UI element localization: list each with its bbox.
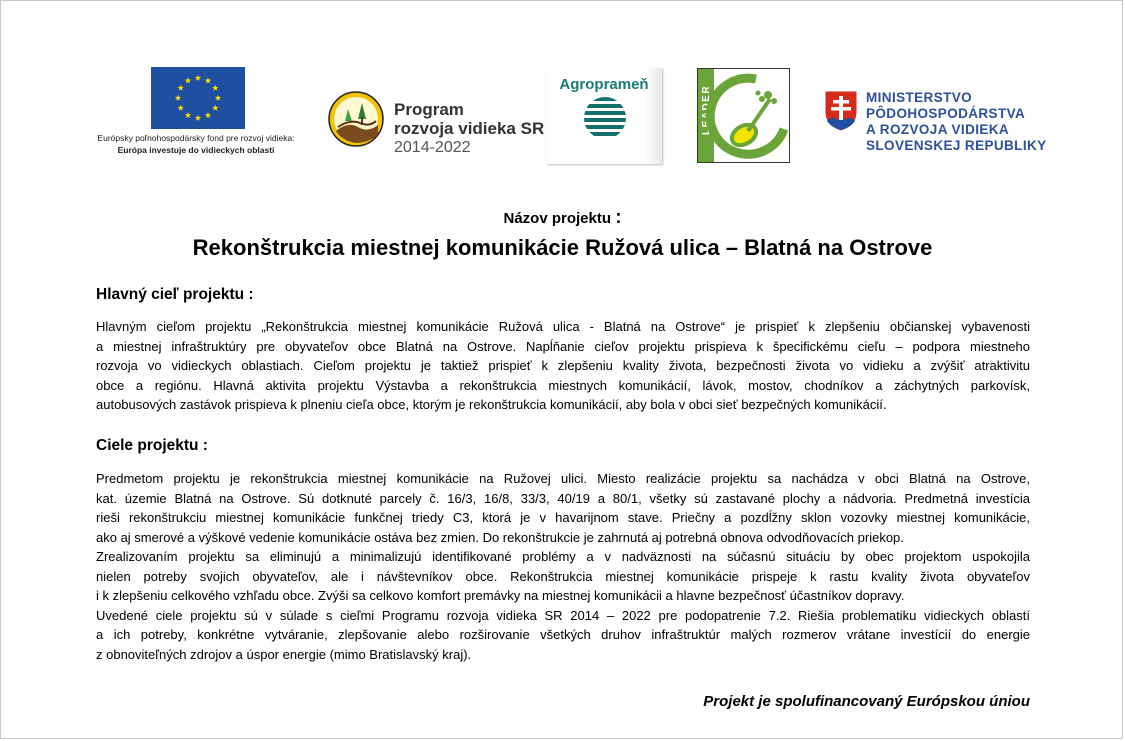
prv-wordmark (394, 100, 544, 157)
paragraph-line: nielen potreby svojich obyvateľov, ale i návštevníkov obce. Rekonštrukcia miestnej komunikácie prispeje k rastu kvality života obyvateľov (96, 568, 1030, 584)
eu-stars (151, 67, 245, 129)
eu-star (185, 77, 191, 83)
project-name-colon: : (615, 207, 622, 228)
goals-paragraph (96, 469, 1030, 664)
eu-star (175, 95, 181, 101)
agropramen-globe-icon (583, 96, 627, 146)
paragraph-line: autobusových zastávok prispieva k plneniu cieľa obce, ktorým je rekonštrukcia komunikácií, aby bola v obci sieť bezpečných komunikácií. (96, 397, 887, 412)
eu-flag-icon (151, 67, 245, 129)
eu-star (178, 105, 184, 111)
main-goal-heading: Hlavný cieľ projektu : (96, 286, 254, 303)
eu-star (185, 112, 191, 118)
paragraph-line: i k zlepšeniu celkového vzhľadu obce. Zvýši sa celkovo komfort premávky na miestnej komunikácii a hlavne bezpečnosť účastníkov dopravy. (96, 588, 905, 603)
paragraph-line: rieši rekonštrukciu miestnej komunikácie funkčnej triedy C3, ktorá je v havarijnom stave. Priečny a pozdĺžny sklon vozovky miestnej komunikácie, (96, 510, 1030, 525)
paragraph-line: Hlavným cieľom projektu „Rekonštrukcia miestnej komunikácie Ružová ulica - Blatná na Ostrove“ je prispieť k zlepšeniu občianskej vybavenosti (96, 319, 1030, 334)
eu-star (212, 85, 218, 91)
project-name-label (0, 207, 1125, 229)
eu-star (205, 112, 211, 118)
prv-emblem-icon (328, 91, 384, 147)
ministry-line1: MINISTERSTVO (866, 90, 973, 105)
goals-heading: Ciele projektu : (96, 437, 208, 454)
agropramen-logo (546, 68, 662, 164)
cofinancing-note: Projekt je spolufinancovaný Európskou úniou (703, 693, 1030, 710)
slovak-coat-of-arms-icon (824, 90, 858, 132)
paragraph-line: obce a regiónu. Hlavná aktivita projektu Výstavba a rekonštrukcia miestnych komunikácií, lávok, mostov, chodníkov a záchytných parkovísk, (96, 377, 1030, 393)
eu-star (178, 85, 184, 91)
paragraph-line: Uvedené ciele projektu sú v súlade s cieľmi Programu rozvoja vidieka SR 2014 – 2022 pre podopatrenie 7.2. Riešia problematiku vidieckych oblastí (96, 607, 1030, 623)
paragraph-line: z obnoviteľných zdrojov a úspor energie (mimo Bratislavský kraj). (96, 646, 472, 662)
ministry-line3: A ROZVOJA VIDIEKA (866, 122, 1010, 137)
leader-label: LEADER (701, 84, 712, 135)
eu-star (195, 115, 201, 121)
ministry-line2: PÔDOHOSPODÁRSTVA (866, 106, 1026, 121)
eu-caption-line1: Európsky poľnohospodársky fond pre rozvoj vidieka: (97, 133, 295, 143)
ministry-line4: SLOVENSKEJ REPUBLIKY (866, 138, 1047, 153)
eu-star (215, 95, 221, 101)
prv-line2: rozvoja vidieka SR (394, 119, 545, 138)
project-title: Rekonštrukcia miestnej komunikácie Ružová ulica – Blatná na Ostrove (192, 235, 933, 260)
paragraph-line: Zrealizovaním projektu sa eliminujú a minimalizujú identifikované problémy a v nadväznosti na súčasnú situáciu by obec projektom uspokojila (96, 549, 1030, 564)
paragraph-line: kat. územie Blatná na Ostrove. Sú dotknuté parcely č. 16/3, 16/8, 33/3, 40/19 a 80/1, všetky sú zastavané plochy a nádvoria. Predmetná investícia (96, 490, 1030, 506)
paragraph-line: a miestnej infraštruktúry pre obyvateľov obce Blatná na Ostrove. Napĺňanie cieľov projektu prispieva k špecifickému cieľu – podpora miestneho (96, 338, 1030, 354)
paragraph-line: rozvoja vo vidieckych oblastiach. Cieľom projektu je taktiež prispieť k zlepšeniu kvality života, bezpečnosti života vo vidieku a zvýšiť atraktivitu (96, 358, 1030, 373)
agropramen-title: Agroprameň (559, 76, 649, 93)
ministry-wordmark (866, 90, 1047, 154)
eu-fund-caption (78, 132, 314, 156)
eu-star (205, 77, 211, 83)
paragraph-line: a ich potreby, konkrétne vytváranie, zlepšovanie alebo rozširovanie všetkých druhov infraštruktúr malých rozmerov vrátane investícií do energie (96, 627, 1030, 642)
prv-line3: 2014-2022 (394, 139, 471, 156)
eu-star (212, 105, 218, 111)
main-goal-paragraph (96, 317, 1030, 415)
project-name-label-text: Názov projektu (503, 210, 612, 227)
prv-line1: Program (394, 100, 464, 119)
paragraph-line: Predmetom projektu je rekonštrukcia miestnej komunikácie na Ružovej ulici. Miesto realizácie projektu sa nachádza v obci Blatná na Ostrove, (96, 471, 1030, 486)
eu-caption-line2: Európa investuje do vidieckych oblastí (117, 145, 275, 155)
leader-logo-icon (697, 68, 790, 163)
eu-star (195, 75, 201, 81)
paragraph-line: ako aj smerové a výškové vedenie komunikácie ostáva bez zmien. Do rekonštrukcie je zahrnutá aj potrebná obnova odvodňovacích priekop. (96, 529, 904, 545)
